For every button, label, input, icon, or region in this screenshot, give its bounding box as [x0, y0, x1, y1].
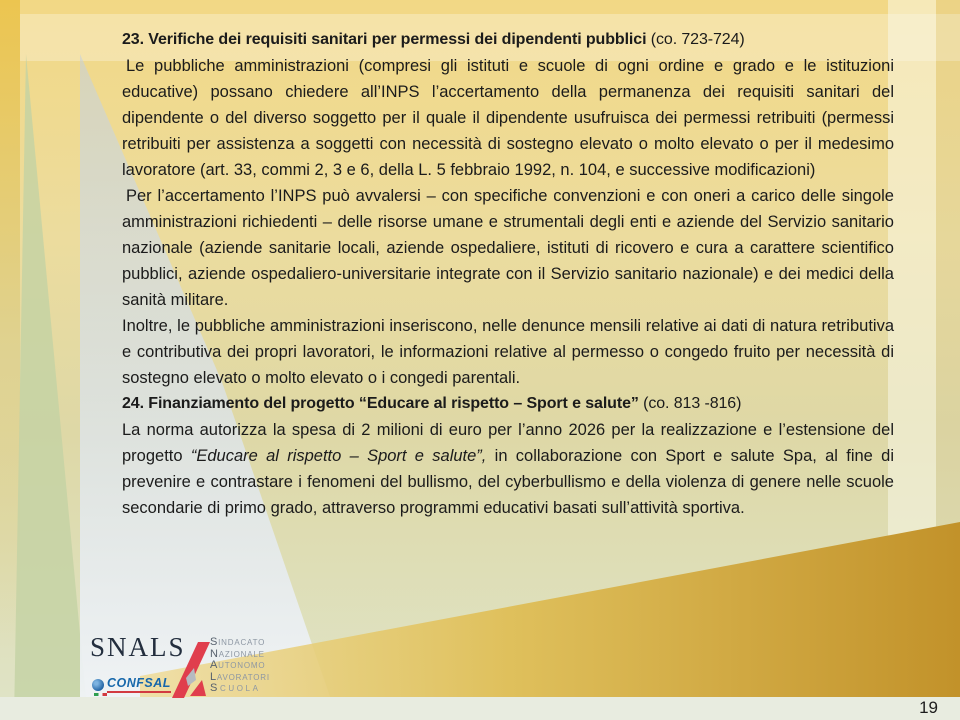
logo-word: SCUOLA: [210, 682, 261, 694]
logo-word: AUTONOMO: [210, 659, 266, 671]
section-24-paragraph-1: [122, 417, 894, 521]
section-23-heading: [122, 27, 894, 53]
section-24-run-2-italic: “Educare al rispetto – Sport e salute”,: [190, 447, 487, 465]
section-23-paragraph-2: Per l’accertamento l’INPS può avvalersi – con specifiche convenzioni e con oneri a carico delle singole amministrazioni richiedenti – delle risorse umane e strumentali degli enti e aziende del Servizio sanitario nazionale (aziende sanitarie locali, aziende ospedaliere, istituti di ricovero e cura a carattere scientifico pubblici, aziende ospedaliero-universitarie integrate con il Servizio sanitario nazionale) e dei medici della sanità militare.: [122, 187, 894, 309]
section-23-paragraph-1: Le pubbliche amministrazioni (compresi gli istituti e scuole di ogni ordine e grado e le istituzioni educative) possano chiedere all’INPS l’accertamento della permanenza dei requisiti sanitari del dipendente o del diverso soggetto per il quale il dipendente usufruisca dei permessi retribuiti (permessi retribuiti per assistenza a soggetti con necessità di sostegno elevato o molto elevato o per il medesimo lavoratore (art. 33, commi 2, 3 e 6, della L. 5 febbraio 1992, n. 104, e successive modificazioni): [122, 57, 894, 179]
snals-acronym-words: [210, 637, 270, 695]
page-number: 19: [919, 698, 938, 717]
logo-word: SINDACATO: [210, 636, 266, 648]
section-24-run-1: La norma autorizza la spesa di 2 milioni di euro per l’anno 2026 per la realizzazione e l’estensione del progetto: [122, 421, 894, 465]
section-24-heading: [122, 391, 894, 417]
section-23-paragraph-3: Inoltre, le pubbliche amministrazioni inseriscono, nelle denunce mensili relative ai dati di natura retributiva e contributiva dei propri lavoratori, le informazioni relative al permesso o congedo fruito per necessità di sostegno elevato o molto elevato o i congedi parentali.: [122, 317, 894, 387]
section-24-run-3: in collaborazione con Sport e salute Spa, al fine di prevenire e contrastare i fenomeni del bullismo, del cyberbullismo e della violenza di genere nelle scuole secondarie di primo grado, attraverso programmi educativi basati sull’attività sportiva.: [122, 447, 894, 517]
section-24-heading-bold: 24. Finanziamento del progetto “Educare al rispetto – Sport e salute”: [122, 395, 639, 412]
logo-word: NAZIONALE: [210, 647, 265, 660]
italian-flag-mark-icon: [94, 693, 107, 696]
snals-confsal-logo: [90, 634, 270, 700]
section-23-heading-ref: (co. 723-724): [646, 31, 745, 48]
section-23-heading-bold: 23. Verifiche dei requisiti sanitari per permessi dei dipendenti pubblici: [122, 31, 647, 48]
logo-word: LAVORATORI: [210, 670, 270, 683]
footer-strip: [0, 697, 960, 720]
confsal-row: [92, 676, 171, 694]
confsal-globe-icon: [92, 679, 104, 691]
snals-wordmark: SNALS: [90, 632, 186, 662]
slide-body-text: [122, 27, 894, 521]
confsal-wordmark: CONFSAL: [107, 677, 171, 693]
section-24-heading-ref: (co. 813 -816): [638, 395, 742, 412]
snals-red-ribbon-icon: [164, 636, 212, 698]
